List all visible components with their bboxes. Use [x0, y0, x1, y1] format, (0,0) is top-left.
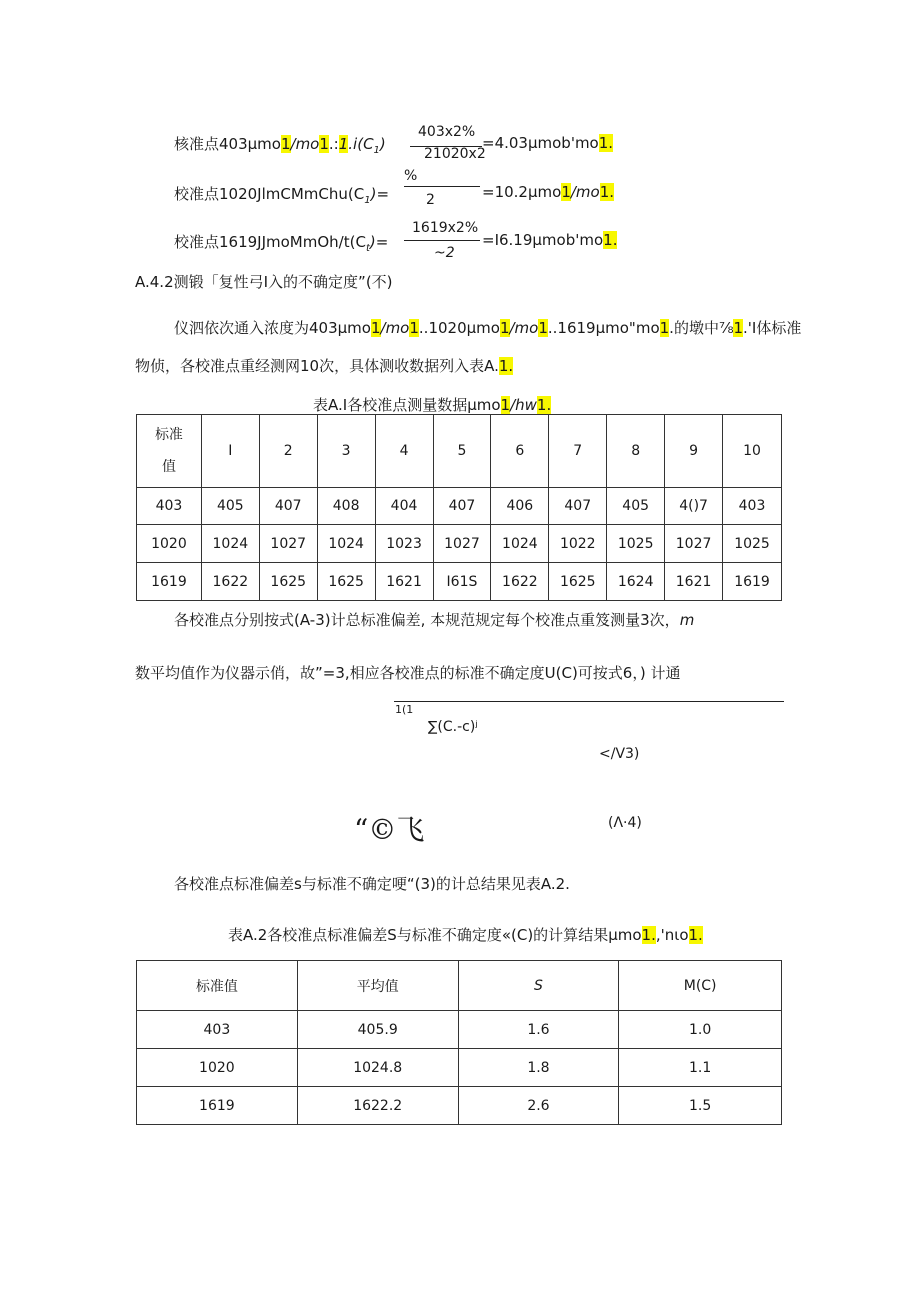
table-header-cell: 2: [259, 415, 317, 488]
formula-2-numerator: %: [404, 168, 418, 184]
formula-3-result: =I6.19μmob'mo1.: [482, 231, 618, 249]
table-row: [137, 1087, 782, 1125]
table-row: [137, 488, 782, 525]
table-cell: 1622.2: [297, 1087, 458, 1125]
table-cell: 1027: [433, 525, 491, 563]
table-header-cell: 7: [549, 415, 607, 488]
table-cell: 1024.8: [297, 1049, 458, 1087]
table-row: [137, 961, 782, 1011]
table-cell: 1619: [137, 563, 202, 601]
table-cell: 407: [259, 488, 317, 525]
table-cell: 1619: [137, 1087, 298, 1125]
table-cell: 1024: [317, 525, 375, 563]
table-header-cell: 4: [375, 415, 433, 488]
table-cell: 1024: [491, 525, 549, 563]
table-cell: 1.5: [619, 1087, 782, 1125]
table-header-cell: 9: [665, 415, 723, 488]
table-header-cell: 8: [607, 415, 665, 488]
table-2: [136, 960, 782, 1125]
table-cell: 1027: [259, 525, 317, 563]
table-header-cell: 10: [723, 415, 782, 488]
paragraph-3: 各校准点标准偏差s与标准不确定哽“(3)的计总结果见表A.2.: [174, 875, 570, 893]
equation-3-sum: ∑(C.-c)ʲ: [428, 719, 478, 735]
section-heading: A.4.2测锻「复性弓I入的不确定度”(不): [135, 273, 393, 291]
table-cell: 403: [137, 488, 202, 525]
table-header-cell: 6: [491, 415, 549, 488]
formula-2-fraction-bar: [404, 186, 480, 187]
formula-1-numerator: 403x2%: [418, 124, 476, 140]
table-cell: 403: [137, 1011, 298, 1049]
table-header-cell: M(C): [619, 961, 782, 1011]
table-row: [137, 1011, 782, 1049]
table-cell: 1625: [549, 563, 607, 601]
table-cell: 1.8: [458, 1049, 619, 1087]
table-cell: 1625: [259, 563, 317, 601]
table-header-cell: 平均值: [297, 961, 458, 1011]
table-cell: 1020: [137, 525, 202, 563]
table-cell: 408: [317, 488, 375, 525]
table-header-cell: 5: [433, 415, 491, 488]
table-cell: 1622: [491, 563, 549, 601]
table-1-caption: 表A.I各校准点测量数据μmo1/hw1.: [313, 396, 552, 414]
table-cell: 2.6: [458, 1087, 619, 1125]
table-cell: 1024: [201, 525, 259, 563]
table-cell: 406: [491, 488, 549, 525]
paragraph-2-line-2: 数平均值作为仪器示俏，故”=3,相应各校准点的标准不确定度U(C)可按式6，) 计通: [135, 664, 681, 682]
table-cell: 1023: [375, 525, 433, 563]
table-cell: 1020: [137, 1049, 298, 1087]
formula-3-numerator: 1619x2%: [412, 220, 479, 236]
formula-1-result: =4.03μmob'mo1.: [482, 134, 614, 152]
table-cell: 1.0: [619, 1011, 782, 1049]
table-2-caption: 表A.2各校准点标准偏差S与标准不确定度«(C)的计算结果μmo1.,'nιo1.: [228, 926, 703, 944]
table-row: [137, 563, 782, 601]
table-cell: 1622: [201, 563, 259, 601]
paragraph-1-line-2: 物侦，各校准点重经测网10次，具体测收数据列入表A.1.: [135, 357, 514, 375]
table-cell: 404: [375, 488, 433, 525]
table-cell: 1025: [723, 525, 782, 563]
table-header-cell: 标准值: [137, 961, 298, 1011]
table-cell: 405: [201, 488, 259, 525]
table-cell: 1621: [665, 563, 723, 601]
formula-2-result: =10.2μmo1/mo1.: [482, 183, 615, 201]
formula-1-label: 核准点$403\mu mo1/mo1.:1.i(C_1)$: [174, 135, 386, 156]
table-cell: 1.1: [619, 1049, 782, 1087]
table-row: [137, 415, 782, 488]
formula-2-label: 校准点$1020JlmCMmChu(C_1)=$: [174, 185, 390, 206]
table-cell: 1.6: [458, 1011, 619, 1049]
table-cell: 1619: [723, 563, 782, 601]
table-cell: 405.9: [297, 1011, 458, 1049]
table-cell: 1022: [549, 525, 607, 563]
table-header-cell: I: [201, 415, 259, 488]
table-cell: 1027: [665, 525, 723, 563]
table-cell: I61S: [433, 563, 491, 601]
table-cell: 407: [433, 488, 491, 525]
equation-3-rule: [394, 701, 784, 702]
table-header-cell: 标准 值: [137, 415, 202, 488]
equation-4-label: (Λ·4): [608, 815, 642, 831]
formula-1-denominator: 21020x2: [424, 146, 486, 162]
table-cell: 405: [607, 488, 665, 525]
table-row: [137, 525, 782, 563]
formula-3-denominator: ~2: [434, 245, 455, 261]
table-header-cell: 3: [317, 415, 375, 488]
table-cell: 1025: [607, 525, 665, 563]
table-cell: 1621: [375, 563, 433, 601]
formula-3-fraction-bar: [404, 240, 480, 241]
table-1: [136, 414, 782, 601]
paragraph-1-line-1: 仪泗依次通入浓度为403μmo1/mo1..1020μmo1/mo1..1619μmo"mo1.的墩中⅞1.'I体标准: [174, 319, 802, 337]
equation-3-top-fragment: 1(1: [395, 703, 414, 716]
equation-4-expression: “©飞: [354, 813, 425, 846]
table-cell: 4()7: [665, 488, 723, 525]
table-cell: 1625: [317, 563, 375, 601]
table-cell: 407: [549, 488, 607, 525]
paragraph-2-line-1: 各校准点分别按式(A-3)计总标准偏差, 本规范规定每个校准点重笈测量3次，m: [174, 611, 695, 629]
table-cell: 403: [723, 488, 782, 525]
formula-3-label: 校准点$1619JJmoMmOh/t(C_t)=$: [174, 233, 389, 254]
table-row: [137, 1049, 782, 1087]
table-cell: 1624: [607, 563, 665, 601]
equation-3-label: </V3): [599, 746, 640, 762]
table-header-cell: S: [458, 961, 619, 1011]
formula-2-denominator: 2: [426, 192, 435, 208]
